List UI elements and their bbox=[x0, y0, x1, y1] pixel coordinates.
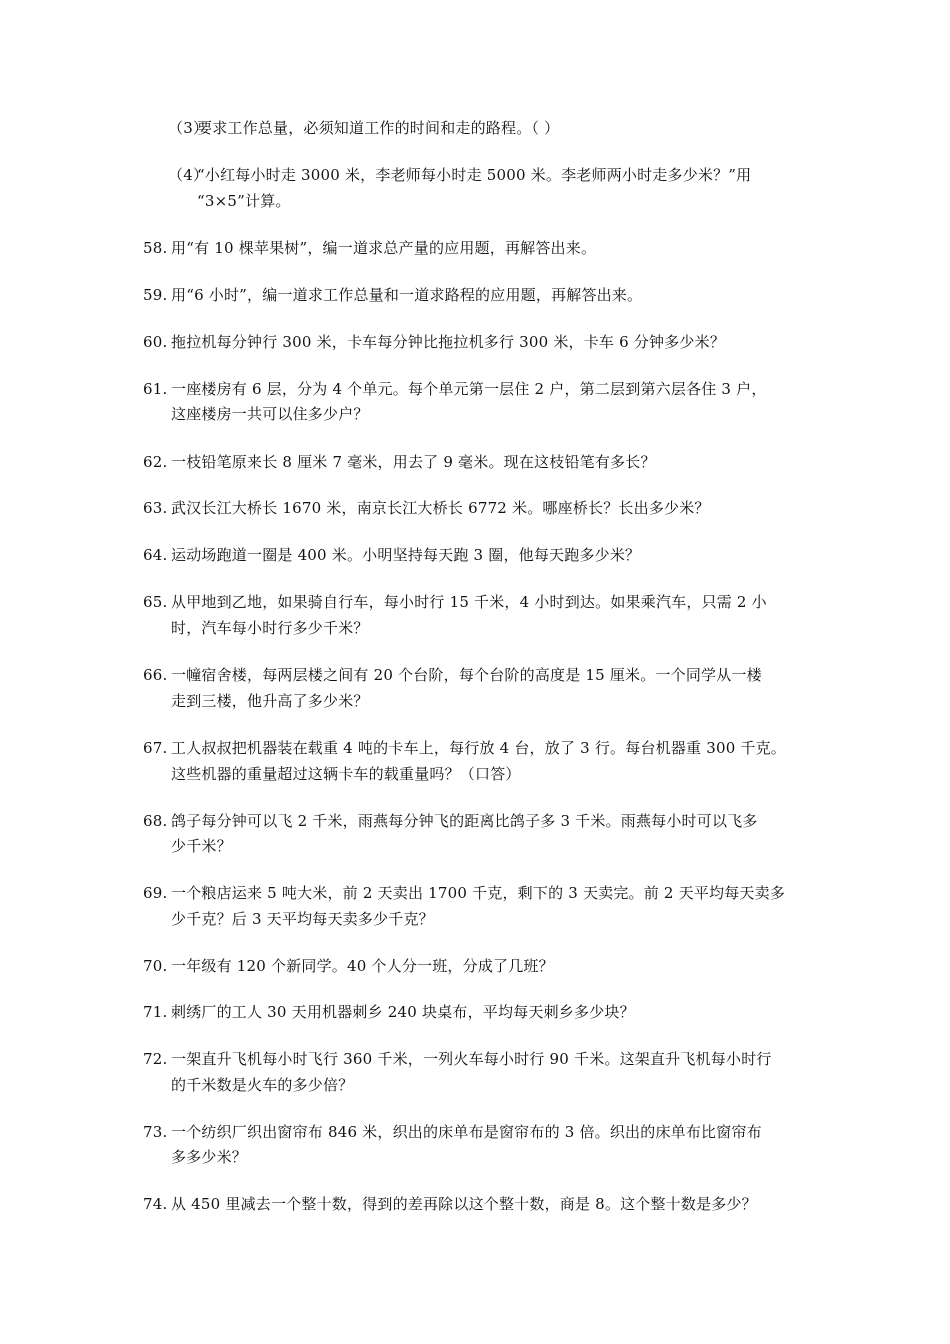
question-number: 72. bbox=[143, 1050, 168, 1068]
question-text: 拖拉机每分钟行 300 米，卡车每分钟比拖拉机多行 300 米，卡车 6 分钟多少米？ bbox=[171, 333, 726, 351]
question-number: 60. bbox=[143, 333, 168, 351]
sub-item-text: 要求工作总量，必须知道工作的时间和走的路程。（ ） bbox=[197, 119, 560, 137]
question-text: 一个纺织厂织出窗帘布 846 米，织出的床单布是窗帘布的 3 倍。织出的床单布比窗帘布 bbox=[171, 1123, 762, 1141]
question-text: 武汉长江大桥长 1670 米，南京长江大桥长 6772 米。哪座桥长？长出多少米？ bbox=[171, 499, 710, 517]
question-text: 一架直升飞机每小时飞行 360 千米，一列火车每小时行 90 千米。这架直升飞机每小时行 bbox=[171, 1050, 772, 1068]
question-text: 刺绣厂的工人 30 天用机器刺乡 240 块桌布，平均每天刺乡多少块？ bbox=[171, 1003, 635, 1021]
question-number: 67. bbox=[143, 739, 168, 757]
question-number: 71. bbox=[143, 1003, 168, 1021]
question-text: 时，汽车每小时行多少千米？ bbox=[171, 619, 369, 637]
question-text: 一枝铅笔原来长 8 厘米 7 毫米，用去了 9 毫米。现在这枝铅笔有多长？ bbox=[171, 453, 656, 471]
question-number: 66. bbox=[143, 666, 168, 684]
question-text: 运动场跑道一圈是 400 米。小明坚持每天跑 3 圈，他每天跑多少米？ bbox=[171, 546, 641, 564]
sub-item-text: “3×5”计算。 bbox=[197, 192, 291, 210]
question-text: 多多少米？ bbox=[171, 1148, 248, 1166]
sub-item-text: “小红每小时走 3000 米，李老师每小时走 5000 米。李老师两小时走多少米？”用 bbox=[197, 166, 752, 184]
question-text: 一幢宿舍楼，每两层楼之间有 20 个台阶，每个台阶的高度是 15 厘米。一个同学从一楼 bbox=[171, 666, 762, 684]
question-text: 工人叔叔把机器装在载重 4 吨的卡车上，每行放 4 台，放了 3 行。每台机器重 300 千克。 bbox=[171, 739, 787, 757]
question-text: 少千克？后 3 天平均每天卖多少千克？ bbox=[171, 910, 434, 928]
question-text: 这些机器的重量超过这辆卡车的载重量吗？（口答） bbox=[171, 765, 521, 783]
question-text: 从 450 里减去一个整十数，得到的差再除以这个整十数，商是 8。这个整十数是多少？ bbox=[171, 1195, 757, 1213]
question-text: 用“6 小时”，编一道求工作总量和一道求路程的应用题，再解答出来。 bbox=[171, 286, 643, 304]
question-text: 这座楼房一共可以住多少户？ bbox=[171, 405, 369, 423]
question-text: 用“有 10 棵苹果树”，编一道求总产量的应用题，再解答出来。 bbox=[171, 239, 597, 257]
question-text: 走到三楼，他升高了多少米？ bbox=[171, 692, 369, 710]
question-number: 59. bbox=[143, 286, 168, 304]
question-number: 64. bbox=[143, 546, 168, 564]
question-number: 63. bbox=[143, 499, 168, 517]
question-number: 70. bbox=[143, 957, 168, 975]
question-text: 的千米数是火车的多少倍？ bbox=[171, 1076, 354, 1094]
question-text: 一座楼房有 6 层，分为 4 个单元。每个单元第一层住 2 户，第二层到第六层各住 3 户， bbox=[171, 380, 767, 398]
question-number: 68. bbox=[143, 812, 168, 830]
question-text: 从甲地到乙地，如果骑自行车，每小时行 15 千米，4 小时到达。如果乘汽车，只需 2 小 bbox=[171, 593, 767, 611]
question-text: 鸽子每分钟可以飞 2 千米，雨燕每分钟飞的距离比鸽子多 3 千米。雨燕每小时可以飞多 bbox=[171, 812, 758, 830]
sub-item-label: （4） bbox=[168, 166, 209, 184]
question-number: 58. bbox=[143, 239, 168, 257]
question-number: 61. bbox=[143, 380, 168, 398]
sub-item-label: （3） bbox=[168, 119, 209, 137]
question-number: 62. bbox=[143, 453, 168, 471]
question-number: 69. bbox=[143, 884, 168, 902]
question-number: 73. bbox=[143, 1123, 168, 1141]
question-number: 74. bbox=[143, 1195, 168, 1213]
question-number: 65. bbox=[143, 593, 168, 611]
question-text: 少千米？ bbox=[171, 837, 232, 855]
question-text: 一个粮店运来 5 吨大米，前 2 天卖出 1700 千克，剩下的 3 天卖完。前 2 天平均每天卖多 bbox=[171, 884, 786, 902]
question-text: 一年级有 120 个新同学。40 个人分一班，分成了几班？ bbox=[171, 957, 554, 975]
